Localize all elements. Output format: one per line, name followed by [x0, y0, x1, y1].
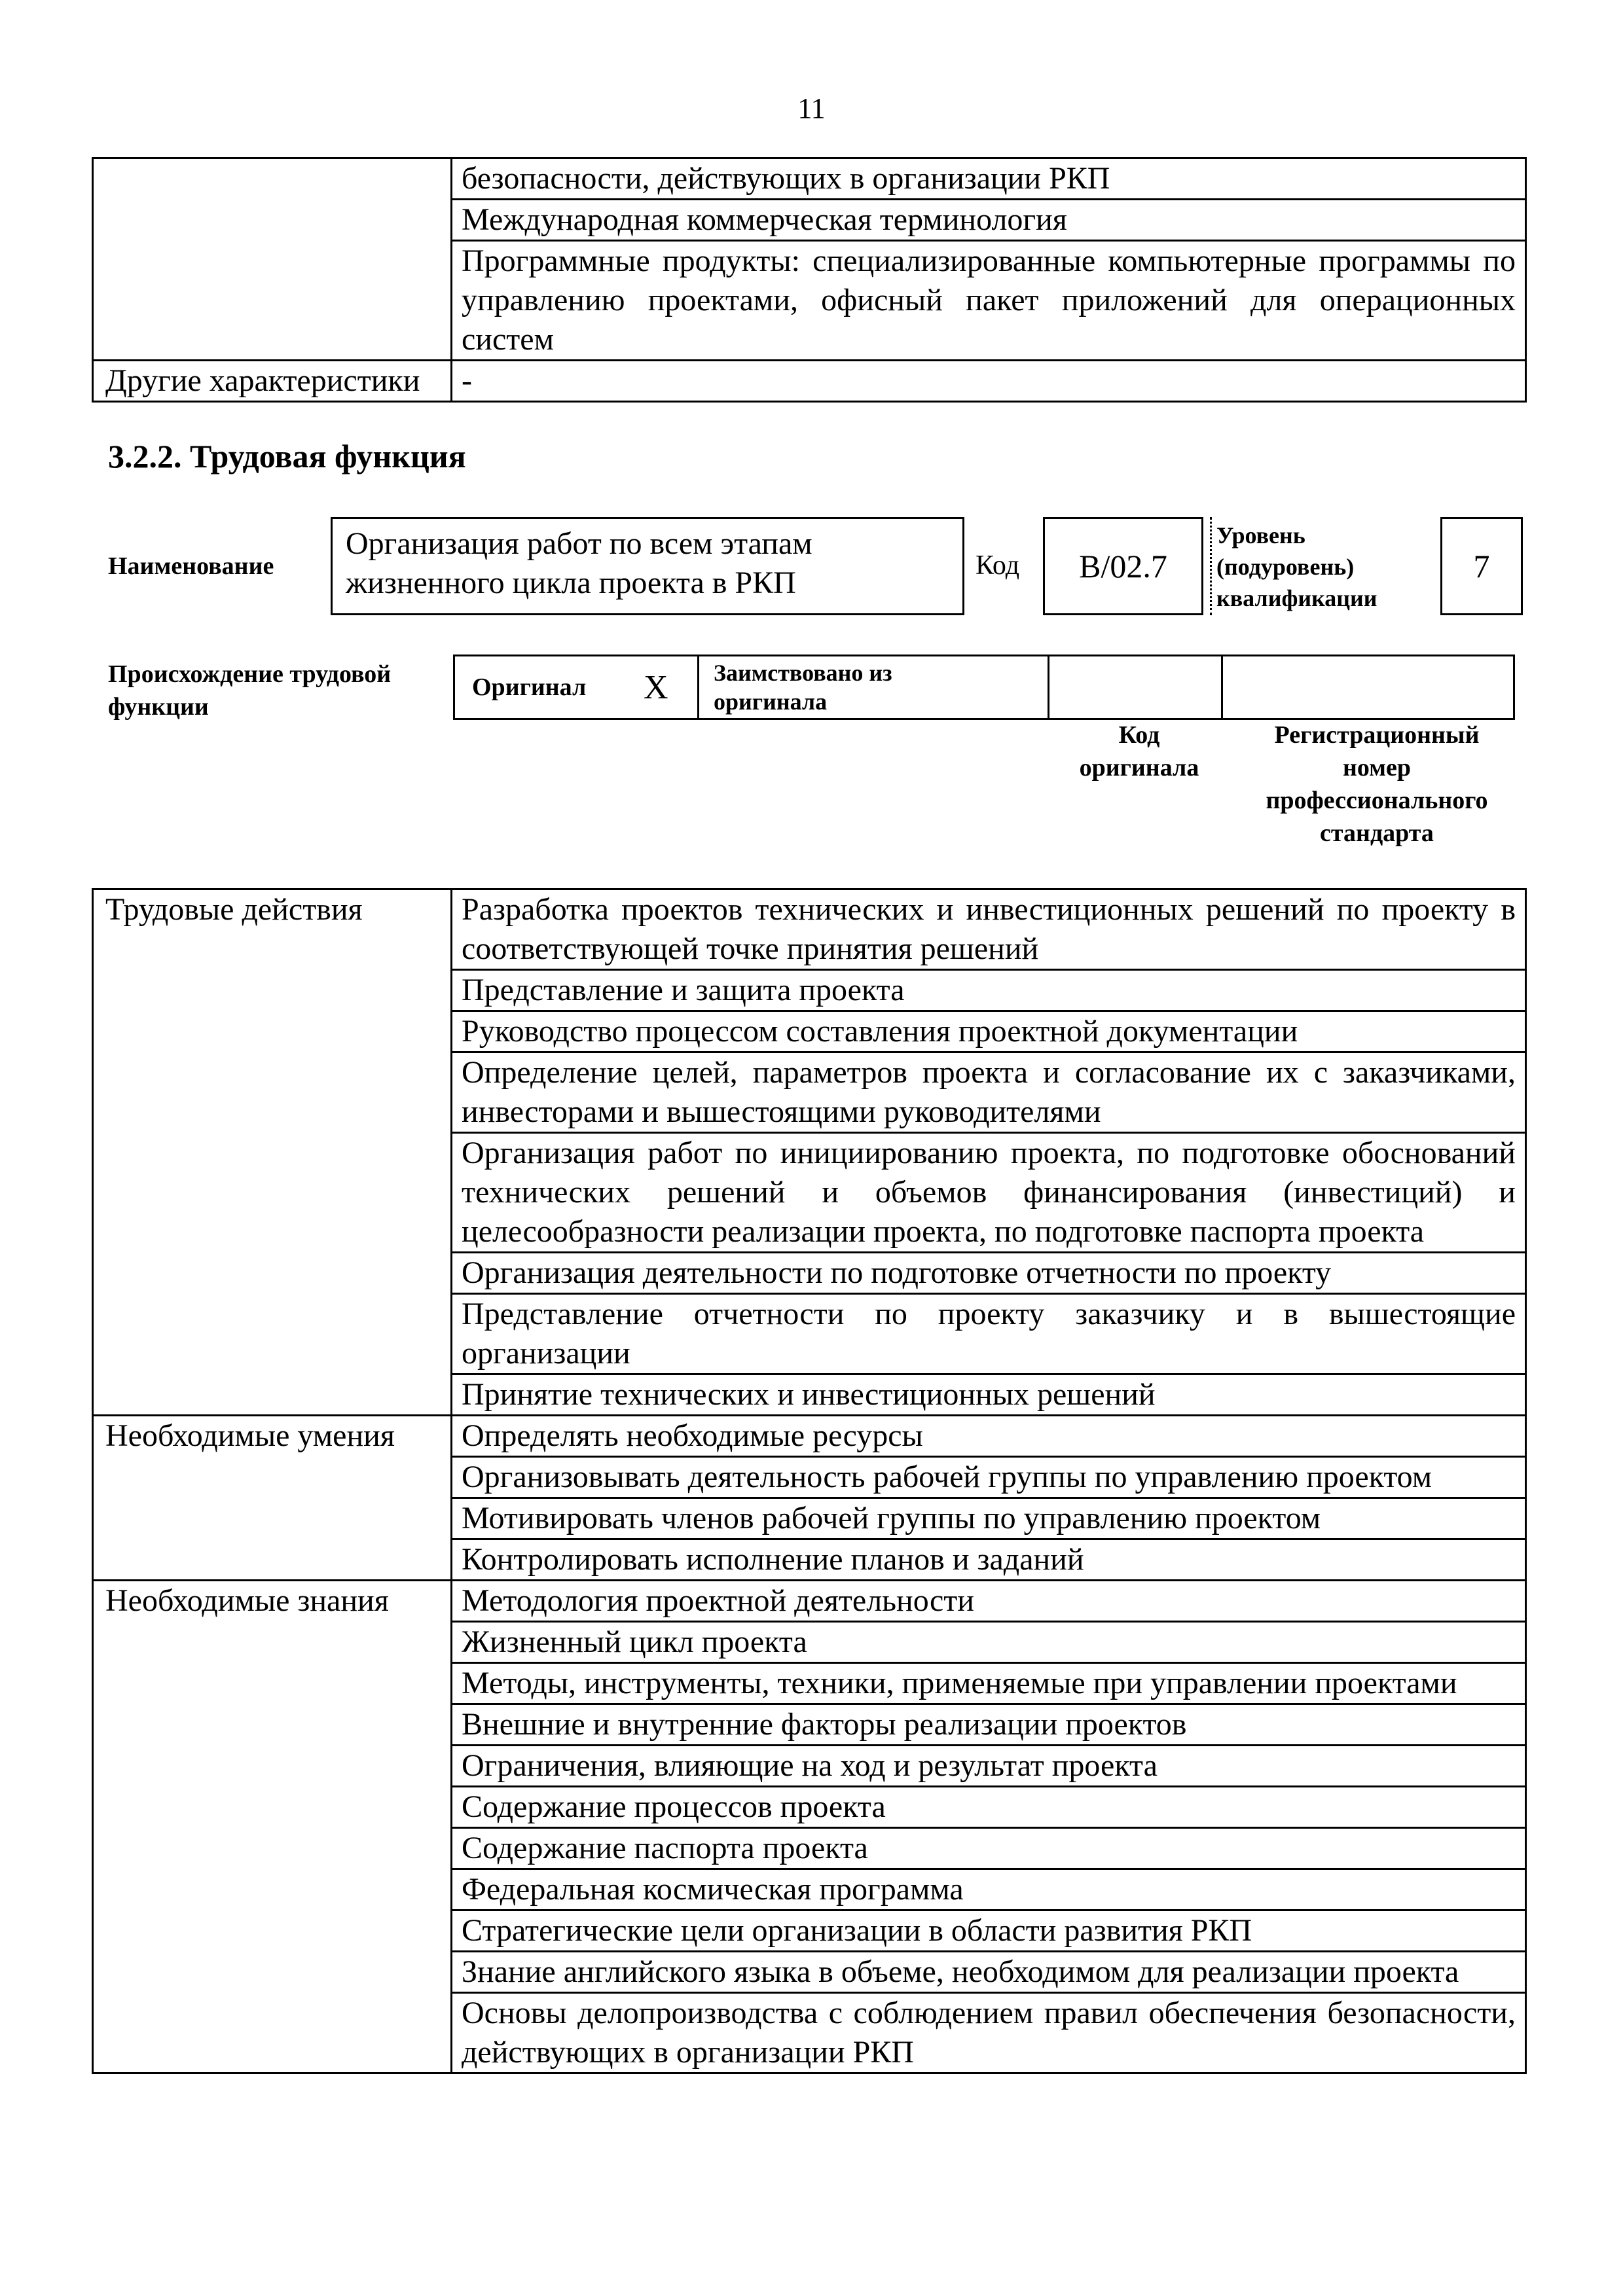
table-cell: Федеральная космическая программа	[452, 1869, 1526, 1910]
name-label: Наименование	[108, 552, 274, 580]
caption-line: Регистрационный	[1274, 721, 1480, 749]
borrowed-label	[699, 656, 1049, 719]
qualification-level-box: 7	[1440, 517, 1523, 615]
caption-line: оригинала	[1079, 754, 1199, 781]
row-label-knowledge: Необходимые знания	[93, 1581, 452, 2073]
table-cell: Мотивировать членов рабочей группы по управлению проектом	[452, 1498, 1526, 1539]
table-cell: Методы, инструменты, техники, применяемые при управлении проектами	[452, 1663, 1526, 1704]
reg-number-cell	[1222, 656, 1514, 719]
table-cell: Определение целей, параметров проекта и согласование их с заказчиками, инвесторами и вышестоящими руководителями	[452, 1052, 1526, 1133]
caption-line: Код	[1118, 721, 1160, 749]
table-cell: Представление отчетности по проекту заказчику и в вышестоящие организации	[452, 1294, 1526, 1374]
function-code-box: B/02.7	[1043, 517, 1203, 615]
table-cell: Ограничения, влияющие на ход и результат проекта	[452, 1746, 1526, 1787]
borrowed-label-line: оригинала	[714, 689, 828, 715]
table-cell: Организовывать деятельность рабочей группы по управлению проектом	[452, 1457, 1526, 1498]
table-cell: Руководство процессом составления проектной документации	[452, 1011, 1526, 1052]
table-row	[93, 1416, 1526, 1457]
function-name-box: Организация работ по всем этапам жизненного цикла проекта в РКП	[331, 517, 964, 615]
caption-original-code	[1048, 719, 1231, 784]
table-cell: Международная коммерческая терминология	[452, 200, 1526, 241]
table-row	[93, 889, 1526, 970]
code-label: Код	[976, 550, 1020, 581]
table-cell: Программные продукты: специализированные компьютерные программы по управлению проектами, офисный пакет приложений для операционных систем	[452, 241, 1526, 361]
level-label-line: Уровень	[1216, 522, 1305, 548]
table-cell: Внешние и внутренние факторы реализации проектов	[452, 1704, 1526, 1746]
row-label-other-characteristics: Другие характеристики	[93, 361, 452, 402]
table-cell: Принятие технических и инвестиционных решений	[452, 1374, 1526, 1416]
level-label-line: квалификации	[1216, 585, 1377, 611]
table-cell: Стратегические цели организации в области развития РКП	[452, 1910, 1526, 1952]
level-separator	[1210, 517, 1212, 615]
table-cell: Определять необходимые ресурсы	[452, 1416, 1526, 1457]
table-cell: -	[452, 361, 1526, 402]
table-cell: Разработка проектов технических и инвестиционных решений по проекту в соответствующей точке принятия решений	[452, 889, 1526, 970]
table-cell: Методология проектной деятельности	[452, 1581, 1526, 1622]
table-cell: Жизненный цикл проекта	[452, 1622, 1526, 1663]
table-cell: Организация деятельности по подготовке отчетности по проекту	[452, 1253, 1526, 1294]
level-label-line: (подуровень)	[1216, 554, 1355, 580]
borrowed-label-line: Заимствовано из	[714, 660, 892, 686]
table-cell: безопасности, действующих в организации РКП	[452, 158, 1526, 200]
origin-table	[453, 655, 1515, 720]
row-label-labor-actions: Трудовые действия	[93, 889, 452, 1416]
caption-line: стандарта	[1320, 819, 1434, 847]
section-title: 3.2.2. Трудовая функция	[108, 438, 466, 475]
origin-label-line: функции	[108, 693, 209, 721]
labor-function-table	[92, 888, 1527, 2074]
origin-label-line: Происхождение трудовой	[108, 660, 392, 688]
table-row	[93, 1581, 1526, 1622]
table-cell: Знание английского языка в объеме, необходимом для реализации проекта	[452, 1952, 1526, 1993]
origin-label	[108, 658, 391, 723]
table-cell: Содержание процессов проекта	[452, 1787, 1526, 1828]
table-row	[93, 361, 1526, 402]
original-mark: X	[615, 656, 699, 719]
continuation-table	[92, 157, 1527, 403]
page-number: 11	[797, 92, 826, 124]
table-cell: Организация работ по инициированию проекта, по подготовке обоснований технических решений и объемов финансирования (инвестиций) и целесообразности реализации проекта, по подготовке паспорта проекта	[452, 1133, 1526, 1253]
empty-label-cell	[93, 158, 452, 361]
table-cell: Представление и защита проекта	[452, 970, 1526, 1011]
caption-line: профессионального	[1266, 787, 1488, 814]
table-row	[93, 158, 1526, 200]
original-code-cell	[1049, 656, 1222, 719]
table-row	[454, 656, 1514, 719]
table-cell: Содержание паспорта проекта	[452, 1828, 1526, 1869]
table-cell: Основы делопроизводства с соблюдением правил обеспечения безопасности, действующих в организации РКП	[452, 1993, 1526, 2073]
original-label: Оригинал	[454, 656, 615, 719]
table-cell: Контролировать исполнение планов и заданий	[452, 1539, 1526, 1581]
level-label	[1216, 520, 1377, 614]
caption-reg-number	[1231, 719, 1523, 850]
caption-line: номер	[1342, 754, 1412, 781]
row-label-skills: Необходимые умения	[93, 1416, 452, 1581]
